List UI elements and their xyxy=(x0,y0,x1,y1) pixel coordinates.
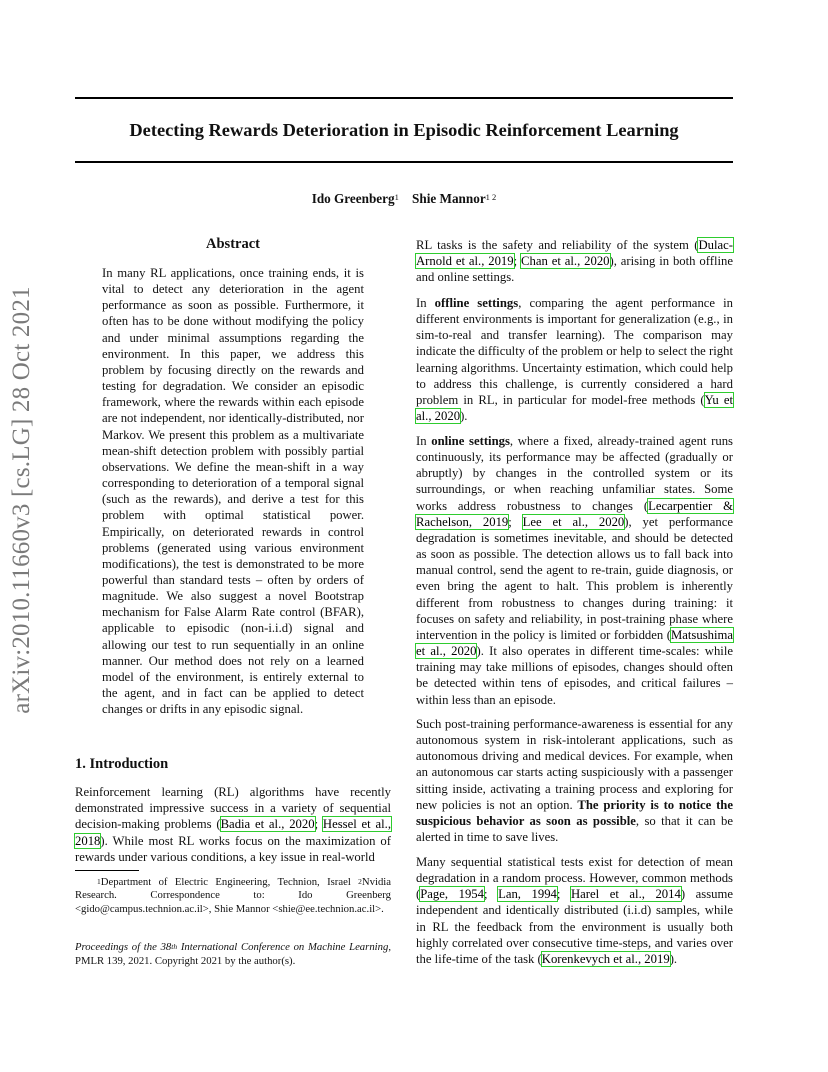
body-text: Reinforcement learning (RL) algorithms have recently demonstrated impressive success in a variety of sequential decision-making problems ( xyxy=(75,785,391,832)
citation-link[interactable]: Chan et al., 2020 xyxy=(521,254,610,269)
citation-link[interactable]: Matsushima et al., 2020 xyxy=(416,627,733,659)
bold-term: The priority is to notice the suspicious behavior as soon as possible xyxy=(416,797,733,828)
body-text: RL tasks is the safety and reliability of the system ( xyxy=(416,238,699,252)
footnote-divider xyxy=(75,870,139,871)
footnote-mark: 2 xyxy=(358,877,362,886)
body-text: ). While most RL works focus on the maximization of rewards under various conditions, a key issue in real-world xyxy=(75,833,391,864)
arxiv-stamp: arXiv:2010.11660v3 [cs.LG] 28 Oct 2021 xyxy=(8,286,35,714)
bold-term: online settings xyxy=(431,434,510,448)
citation-link[interactable]: Harel et al., 2014 xyxy=(570,887,681,902)
body-text: In xyxy=(416,434,432,448)
citation-link[interactable]: Lecarpentier & Rachelson, 2019 xyxy=(416,498,733,529)
body-text: ). xyxy=(669,951,678,966)
body-text: ; xyxy=(314,817,323,832)
title-bottom-rule xyxy=(75,161,733,163)
citation-link[interactable]: Badia et al., 2020 xyxy=(220,817,315,832)
proceedings-note xyxy=(75,941,391,968)
body-text: , comparing the agent performance in different environments is important for generalization (e.g., in sim-to-real and transfer learning). The comparison may indicate the difficulty of the problem or help to select the right learning algorithms. Uncertainty estimation, which could help to address this challenge, is currently considered a hard problem in RL, in particular for model-free methods ( xyxy=(416,296,734,407)
body-text: In xyxy=(416,296,435,310)
right-paragraph-online xyxy=(416,433,733,708)
citation-link[interactable]: Korenkevych et al., 2019 xyxy=(541,951,670,966)
citation-link[interactable]: Page, 1954 xyxy=(420,887,484,902)
body-text: ; xyxy=(556,887,571,902)
body-text: ) assume independent and identically distributed (i.i.d) samples, while in RL the feedback from the environment is usually both highly correlated over consecutive time-steps, and varies over the life-time of the task ( xyxy=(416,887,733,966)
proceedings-text: International Conference on Machine Learning xyxy=(177,941,389,953)
body-text: Such post-training performance-awareness is essential for any autonomous system in risk-intolerant applications, such as autonomous driving and medical devices. For example, when an autonomous car starts acting suspiciously with a passenger sitting inside, activating a training process and exploring for new policies is not an option. xyxy=(416,717,733,812)
right-paragraph-0 xyxy=(416,237,733,285)
author-affil-mark: 1 2 xyxy=(485,192,497,202)
proceedings-text: , PMLR 139, 2021. Copyright 2021 by the author(s). xyxy=(75,941,391,967)
bold-term: offline settings xyxy=(434,296,519,310)
right-paragraph-offline xyxy=(416,295,733,424)
footnote-affiliations xyxy=(75,876,391,916)
abstract-heading: Abstract xyxy=(206,236,260,252)
citation-link[interactable]: Hessel et al., 2018 xyxy=(75,817,391,848)
body-text: , so that it can be alerted in time to save lives. xyxy=(416,813,733,845)
proceedings-ordinal: th xyxy=(171,942,178,951)
footnote-text: Nvidia Research. Correspondence to: Ido Greenberg <gido@campus.technion.ac.il>, Shie Mannor <shie@ee.technion.ac.il>. xyxy=(75,876,391,915)
title-top-rule xyxy=(75,97,733,99)
right-paragraph-tests xyxy=(416,854,733,967)
citation-link[interactable]: Dulac-Arnold et al., 2019 xyxy=(416,238,733,269)
body-text: ). xyxy=(460,409,468,424)
body-text: , where a fixed, already-trained agent runs continuously, its performance may be affected (gradually or abruptly) by changes in the controlled system or its surroundings, or when reaching unfamiliar states. Some works address robustness to changes ( xyxy=(416,434,733,513)
footnote-text: Department of Electric Engineering, Technion, Israel xyxy=(100,876,359,888)
body-text: Many sequential statistical tests exist for detection of mean degradation in a random process. However, common methods ( xyxy=(416,855,733,902)
body-text: ), arising in both offline and online settings. xyxy=(416,254,733,285)
author-list xyxy=(75,190,733,208)
body-text: ; xyxy=(513,254,522,269)
author-name: Ido Greenberg xyxy=(311,191,395,206)
section-heading-introduction: 1. Introduction xyxy=(75,756,169,772)
body-text: ; xyxy=(508,514,523,529)
proceedings-text: Proceedings of the 38 xyxy=(75,941,172,953)
body-text: ). It also operates in different time-scales: while training may take millions of episodes, changes should often be detected within tens of episodes, and critical failures – within less than an episode. xyxy=(416,644,733,707)
body-text: ; xyxy=(484,887,499,902)
footnote-mark: 1 xyxy=(97,877,101,886)
right-paragraph-awareness xyxy=(416,716,733,845)
citation-link[interactable]: Lee et al., 2020 xyxy=(522,514,625,529)
author-name: Shie Mannor xyxy=(412,191,486,206)
citation-link[interactable]: Lan, 1994 xyxy=(498,887,557,902)
citation-link[interactable]: Yu et al., 2020 xyxy=(416,392,733,424)
abstract-text: In many RL applications, once training ends, it is vital to detect any deterioration in the agent performance as soon as possible. Furthermore, it often has to be done without modifying the policy and under minimal assumptions regarding the environment. In this paper, we address this problem by focusing directly on the rewards and testing for degradation. We consider an episodic framework, where the rewards within each episode are not independent, nor identically-distributed, nor Markov. We present this problem as a multivariate mean-shift detection problem with possibly partial observations. We define the mean-shift in a way corresponding to deterioration of a temporal signal (such as the rewards), and derive a test for this problem with optimal statistical power. Empirically, on deteriorated rewards in control problems (generated using various environment modifications), the test is demonstrated to be more powerful than standard tests – often by orders of magnitude. We also suggest a novel Bootstrap mechanism for False Alarm Rate control (BFAR), applicable to episodic (non-i.i.d) signal and allowing our test to run sequentially in an online manner. Our method does not rely on a learned model of the environment, is entirely external to the agent, and in fact can be applied to detect changes or drifts in any episodic signal. xyxy=(102,266,364,717)
body-text: ), yet performance degradation is sometimes inevitable, and should be detected as soon as possible. The detection allows us to fall back into manual control, send the agent to re-train, guide diagnosis, or even bring the agent to halt. This problem is inherently different from robustness to changes during training: it focuses on safety and reliability, in post-training phase where intervention in the policy is limited or forbidden ( xyxy=(416,514,733,642)
intro-paragraph xyxy=(75,784,391,865)
paper-title: Detecting Rewards Deterioration in Episodic Reinforcement Learning xyxy=(129,120,679,140)
author-affil-mark: 1 xyxy=(394,192,399,202)
